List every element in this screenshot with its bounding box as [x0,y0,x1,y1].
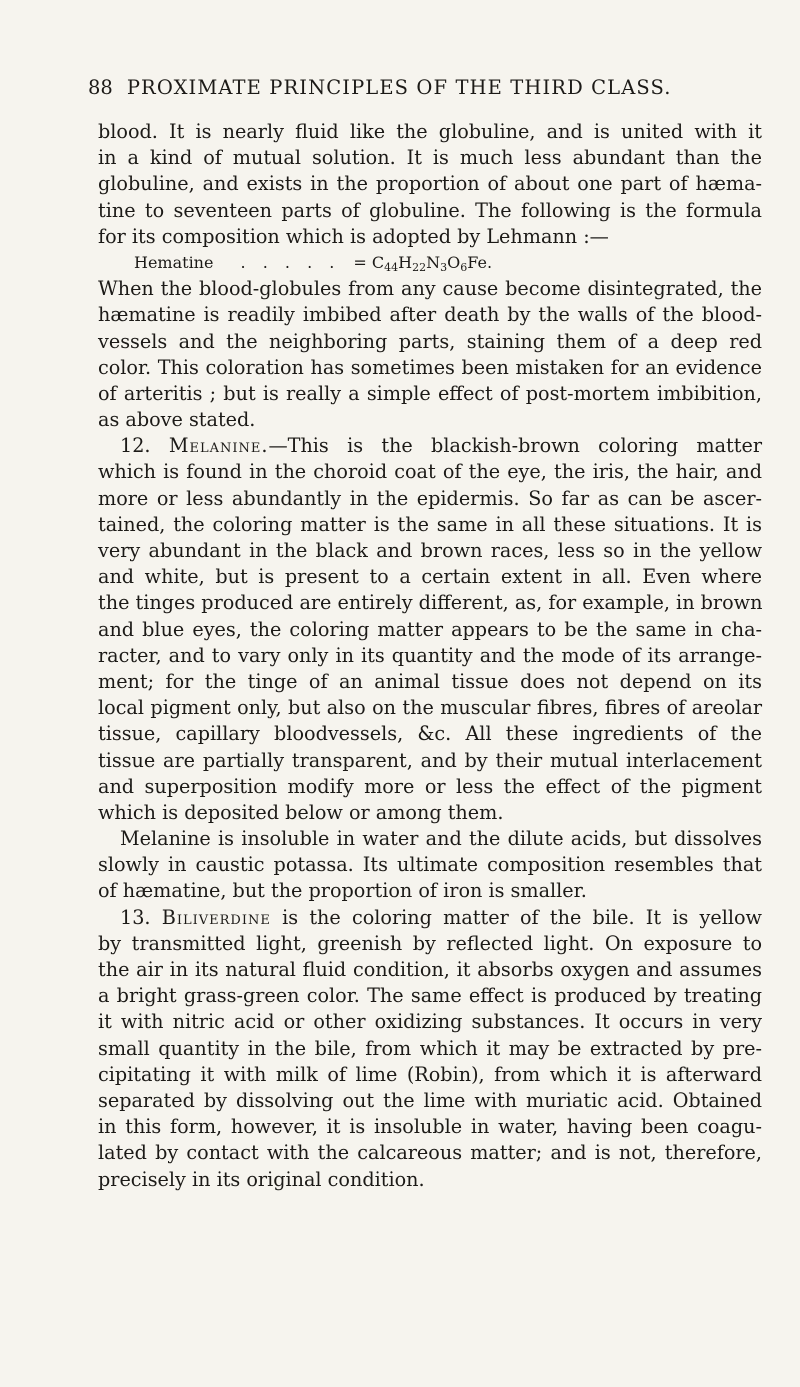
formula-h-sub: 22 [412,260,427,274]
paragraph-intro [98,119,762,250]
text-line: as above stated. [98,408,256,432]
text-line: which is deposited below or among them. [98,800,504,824]
text-line: lated by contact with the calcareous matter; and is not, therefore, [98,1141,762,1165]
text-line: the air in its natural fluid condition, it absorbs oxygen and assumes [98,958,762,981]
text-line: tissue are partially transparent, and by their mutual interlacement [98,748,762,772]
formula-n-sub: 3 [440,260,448,274]
formula [353,253,492,272]
text-line: precisely in its original condition. [98,1167,425,1191]
body-text [98,119,762,1193]
text-line: small quantity in the bile, from which it may be extracted by pre- [98,1036,762,1060]
text-line: it with nitric acid or other oxidizing substances. It occurs in very [98,1010,762,1034]
text-line: vessels and the neighboring parts, staining them of a deep red [98,329,762,353]
text-line: for its composition which is adopted by Lehmann :— [98,224,609,248]
text-line: and superposition modify more or less the effect of the pigment [98,774,762,798]
formula-c-sub: 44 [384,260,399,274]
text-line: very abundant in the black and brown races, less so in the yellow [98,539,762,562]
text-line: tained, the coloring matter is the same in all these situations. It is [98,512,762,536]
text-line: tine to seventeen parts of globuline. The following is the formula [98,198,762,222]
text-line: color. This coloration has sometimes been mistaken for an evidence [98,355,762,379]
text-line: a bright grass-green color. The same effect is produced by treating [98,984,762,1008]
text-line: hæmatine is readily imbibed after death by the walls of the blood- [98,303,762,327]
text-line: Melanine is insoluble in water and the dilute acids, but dissolves [120,827,762,851]
paragraph-biliverdine [98,931,762,1193]
running-head [88,76,768,99]
text-line: racter, and to vary only in its quantity and the mode of its arrange- [98,643,762,667]
section-number: 12. [120,434,151,458]
text-line: separated by dissolving out the lime with muriatic acid. Obtained [98,1088,762,1112]
section-first-line: is the coloring matter of the bile. It is yellow [270,905,762,929]
text-line: tissue, capillary bloodvessels, &c. All these ingredients of the [98,722,762,746]
section-first-line: —This is the blackish-brown coloring matter [268,434,762,458]
formula-label: Hematine [134,252,214,272]
page-number: 88 [88,76,113,99]
paragraph-melanine [98,459,762,904]
biliverdine-heading-line [98,905,762,931]
text-line: in this form, however, it is insoluble in water, having been coagu- [98,1115,762,1139]
formula-o: O [447,252,461,272]
section-number: 13. [120,905,151,929]
text-line: more or less abundantly in the epidermis. So far as can be ascer- [98,486,762,510]
text-line: blood. It is nearly fluid like the globuline, and is united with it [98,120,762,143]
paragraph-haematine [98,276,762,433]
section-title: Biliverdine [161,905,271,929]
text-line: of hæmatine, but the proportion of iron is smaller. [98,879,587,903]
text-line: and white, but is present to a certain extent in all. Even where [98,565,762,589]
text-line: which is found in the choroid coat of the eye, the iris, the hair, and [98,460,762,484]
formula-line [98,250,762,276]
text-line: globuline, and exists in the proportion of about one part of hæma- [98,172,762,196]
text-line: by transmitted light, greenish by reflected light. On exposure to [98,931,762,955]
text-line: the tinges produced are entirely different, as, for example, in brown [98,591,763,615]
text-line: local pigment only, but also on the muscular fibres, fibres of areolar [98,696,762,720]
formula-c: C [371,252,385,272]
formula-dots: . . . . . [240,252,341,272]
text-line: of arteritis ; but is really a simple effect of post-mortem imbibition, [98,381,762,405]
formula-n: N [426,252,441,272]
section-title: Melanine. [168,434,269,458]
formula-o-sub: 6 [460,260,468,274]
page-title: PROXIMATE PRINCIPLES OF THE THIRD CLASS. [126,76,672,99]
text-line: in a kind of mutual solution. It is much less abundant than the [98,146,762,170]
text-line: ment; for the tinge of an animal tissue does not depend on its [98,669,762,693]
melanine-heading-line [98,433,762,459]
text-line: slowly in caustic potassa. Its ultimate composition resembles that [98,853,762,877]
formula-eq: = [353,252,367,272]
text-line: and blue eyes, the coloring matter appears to be the same in cha- [98,617,762,641]
formula-h: H [398,252,413,272]
formula-fe: Fe. [467,252,493,272]
text-line: When the blood-globules from any cause become disintegrated, the [98,277,762,301]
text-line: cipitating it with milk of lime (Robin), from which it is afterward [98,1062,762,1086]
